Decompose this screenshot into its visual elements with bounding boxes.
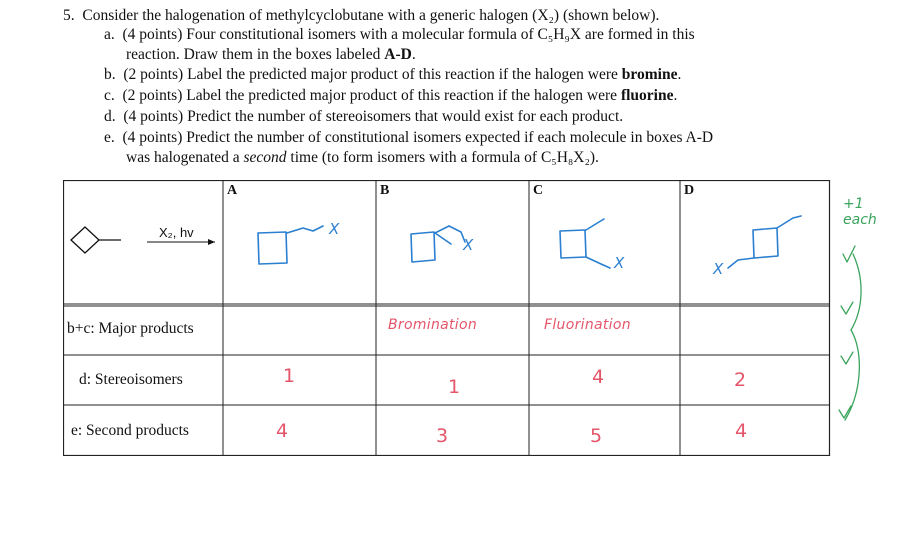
stereoisomers-a: 1 xyxy=(283,365,296,387)
part-b: b. (2 points) Label the predicted major product of this reaction if the halogen were bromine. xyxy=(104,66,682,83)
grader-checkmarks xyxy=(833,240,913,480)
major-product-b: Bromination xyxy=(388,317,478,333)
reaction-condition: X₂, hv xyxy=(159,225,194,240)
product-c-structure xyxy=(560,219,610,268)
row-label-second-products: e: Second products xyxy=(71,422,189,439)
part-c: c. (2 points) Label the predicted major product of this reaction if the halogen were fluorine. xyxy=(104,87,678,104)
answer-table xyxy=(63,180,831,456)
part-d: d. (4 points) Predict the number of stereoisomers that would exist for each product. xyxy=(104,108,624,125)
product-a-halogen: X xyxy=(329,220,340,238)
product-d-halogen: X xyxy=(713,260,724,278)
column-header-a: A xyxy=(227,183,238,198)
product-drawings xyxy=(63,180,831,304)
part-a-line1: a. (4 points) Four constitutional isomers with a molecular formula of C₅H₉X are formed in this xyxy=(104,26,695,43)
second-products-b: 3 xyxy=(436,425,449,447)
product-b-halogen: X xyxy=(463,236,474,254)
row-label-major-products: b+c: Major products xyxy=(67,320,194,337)
product-c-halogen: X xyxy=(614,254,625,272)
part-e-line1: e. (4 points) Predict the number of constitutional isomers expected if each molecule in boxes A-D xyxy=(104,129,714,146)
part-a-line2: reaction. Draw them in the boxes labeled A-D. xyxy=(126,46,416,63)
second-products-a: 4 xyxy=(276,420,289,442)
product-d-structure xyxy=(728,216,801,268)
second-products-d: 4 xyxy=(735,420,748,442)
second-products-c: 5 xyxy=(590,425,603,447)
stereoisomers-b: 1 xyxy=(448,376,461,398)
column-header-b: B xyxy=(380,183,390,198)
product-b-structure xyxy=(411,226,465,262)
grader-note: +1 each xyxy=(843,196,877,228)
question-stem: 5. Consider the halogenation of methylcyclobutane with a generic halogen (X₂) (shown below). xyxy=(63,7,660,24)
column-header-c: C xyxy=(533,183,544,198)
stereoisomers-d: 2 xyxy=(734,369,747,391)
column-header-d: D xyxy=(684,183,695,198)
major-product-c: Fluorination xyxy=(544,317,631,333)
stereoisomers-c: 4 xyxy=(592,366,605,388)
part-e-line2: was halogenated a second time (to form isomers with a formula of C₅H₈X₂). xyxy=(126,149,599,166)
row-label-stereoisomers: d: Stereoisomers xyxy=(79,371,183,388)
product-a-structure xyxy=(258,226,323,264)
